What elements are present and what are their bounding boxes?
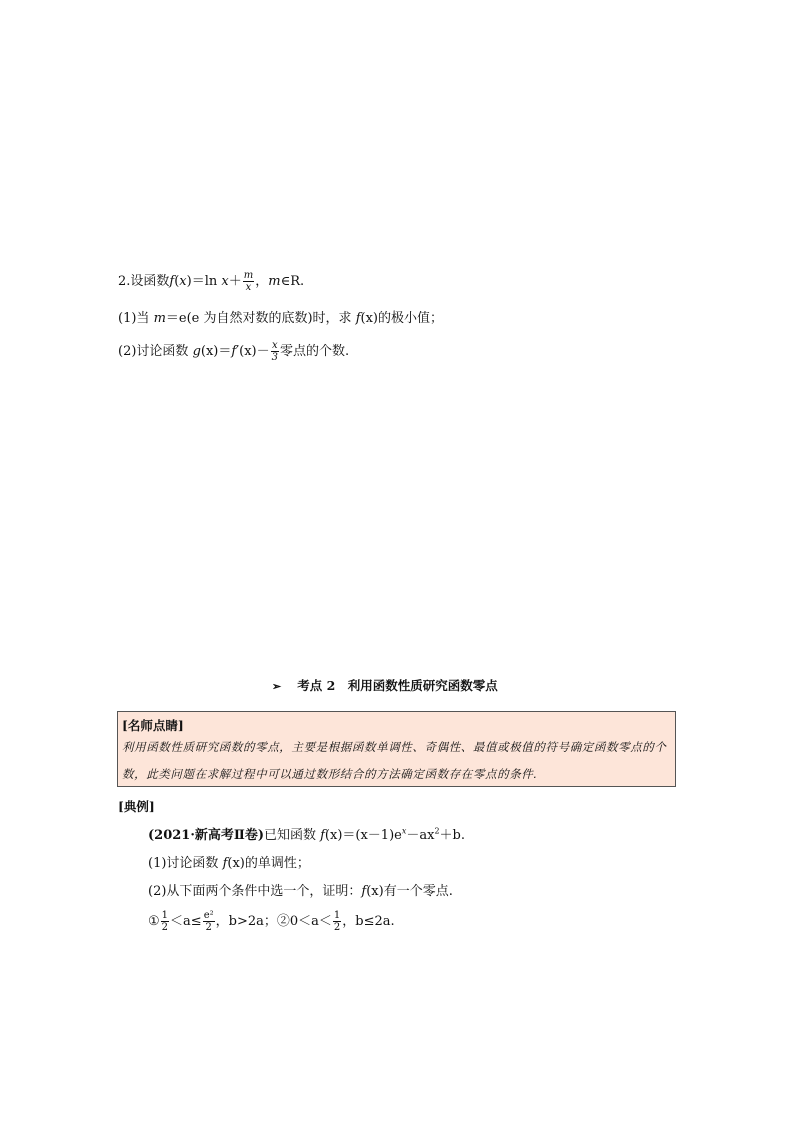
q2-p2-frac-num: x [271, 340, 278, 351]
cond2-frac-num: 1 [333, 910, 341, 921]
cond1-frac-den: 2 [161, 922, 169, 933]
q2-plus: ＋ [228, 274, 242, 289]
tip-title: [名师点睛] [122, 718, 184, 733]
example-source: (2021·新高考Ⅱ卷) [148, 828, 264, 843]
cond2-fraction [333, 910, 341, 933]
arrow-icon: ➢ [272, 680, 282, 693]
cond2-mark: ② [276, 914, 290, 929]
example-label: [典例] [118, 799, 155, 814]
q2-p2-tail: 零点的个数. [280, 344, 350, 359]
example-stem-fx: (x)＝(x－1)e [324, 828, 402, 843]
q2-comma: ， [255, 274, 269, 289]
question-2-part-1 [118, 311, 443, 327]
q2-p1-tail: (x)的极小值； [360, 311, 443, 326]
q2-p1-prefix: (1)当 [118, 311, 154, 326]
tip-box [117, 711, 676, 787]
cond1-mid: ＜a≤ [170, 914, 202, 929]
cond1-mark: ① [148, 914, 160, 929]
cond2-tail: ，b≤2a. [342, 914, 395, 929]
q2-p2-mid2: (x)－ [239, 344, 270, 359]
q2-p2-prefix: (2)讨论函数 [118, 344, 193, 359]
q2-frac-num: m [243, 270, 254, 281]
q2-rest: )＝ln [186, 274, 222, 289]
q2-p2-fraction [271, 340, 279, 363]
ex-p2-pre: (2)从下面两个条件中选一个，证明： [148, 884, 362, 899]
example-stem-sup2: 2 [434, 826, 440, 836]
ex-p2-tail: (x)有一个零点. [366, 884, 453, 899]
cond1-frac2-num: e² [203, 910, 214, 921]
tip-body: 利用函数性质研究函数的零点，主要是根据函数单调性、奇偶性、最值或极值的符号确定函数零点的个数，此类问题在求解过程中可以通过数形结合的方法确定函数存在零点的条件. [122, 740, 667, 781]
cond1-fraction [161, 910, 169, 933]
q2-p1-text: ＝e(e 为自然对数的底数)时，求 [165, 311, 356, 326]
example-stem-mid: －ax [406, 828, 435, 843]
question-2-part-2 [118, 340, 349, 363]
cond1-frac-num: 1 [161, 910, 169, 921]
example-conditions [148, 910, 395, 933]
q2-p2-g: g [192, 344, 201, 359]
q2-m: m [268, 274, 281, 289]
example-stem [148, 828, 465, 844]
cond1-fraction-2 [203, 910, 215, 933]
ex-p1-tail: (x)的单调性； [227, 856, 310, 871]
q2-p1-f: f [355, 311, 361, 326]
q2-x: x [179, 274, 187, 289]
q2-x2: x [221, 274, 229, 289]
q2-p1-m: m [153, 311, 166, 326]
example-part-2 [148, 884, 453, 900]
ex-p1-f: f [222, 856, 228, 871]
example-stem-tail: ＋b. [439, 828, 466, 843]
q2-fraction [243, 270, 254, 293]
q2-tail: ∈R. [280, 274, 305, 289]
cond1-tail: ，b>2a； [215, 914, 277, 929]
example-stem-pre: 已知函数 [263, 828, 321, 843]
ex-p2-f: f [361, 884, 367, 899]
section-heading [272, 676, 498, 694]
q2-open: ( [174, 274, 180, 289]
q2-frac-den: x [245, 282, 252, 293]
ex-p1-pre: (1)讨论函数 [148, 856, 223, 871]
question-2-title [118, 270, 304, 293]
cond2-frac-den: 2 [333, 922, 341, 933]
q2-p2-mid: (x)＝ [200, 344, 232, 359]
q2-f: f [169, 274, 175, 289]
q2-p2-frac-den: 3 [271, 352, 278, 363]
q2-p2-f: f′ [231, 344, 240, 359]
example-part-1 [148, 856, 310, 872]
cond2-mid: 0＜a＜ [289, 914, 332, 929]
section-heading-text: 考点 2 利用函数性质研究函数零点 [297, 678, 498, 693]
cond1-frac2-den: 2 [205, 922, 212, 933]
example-stem-sup: x [401, 826, 407, 836]
q2-title-prefix: 2.设函数 [118, 274, 170, 289]
example-stem-f: f [320, 828, 325, 843]
